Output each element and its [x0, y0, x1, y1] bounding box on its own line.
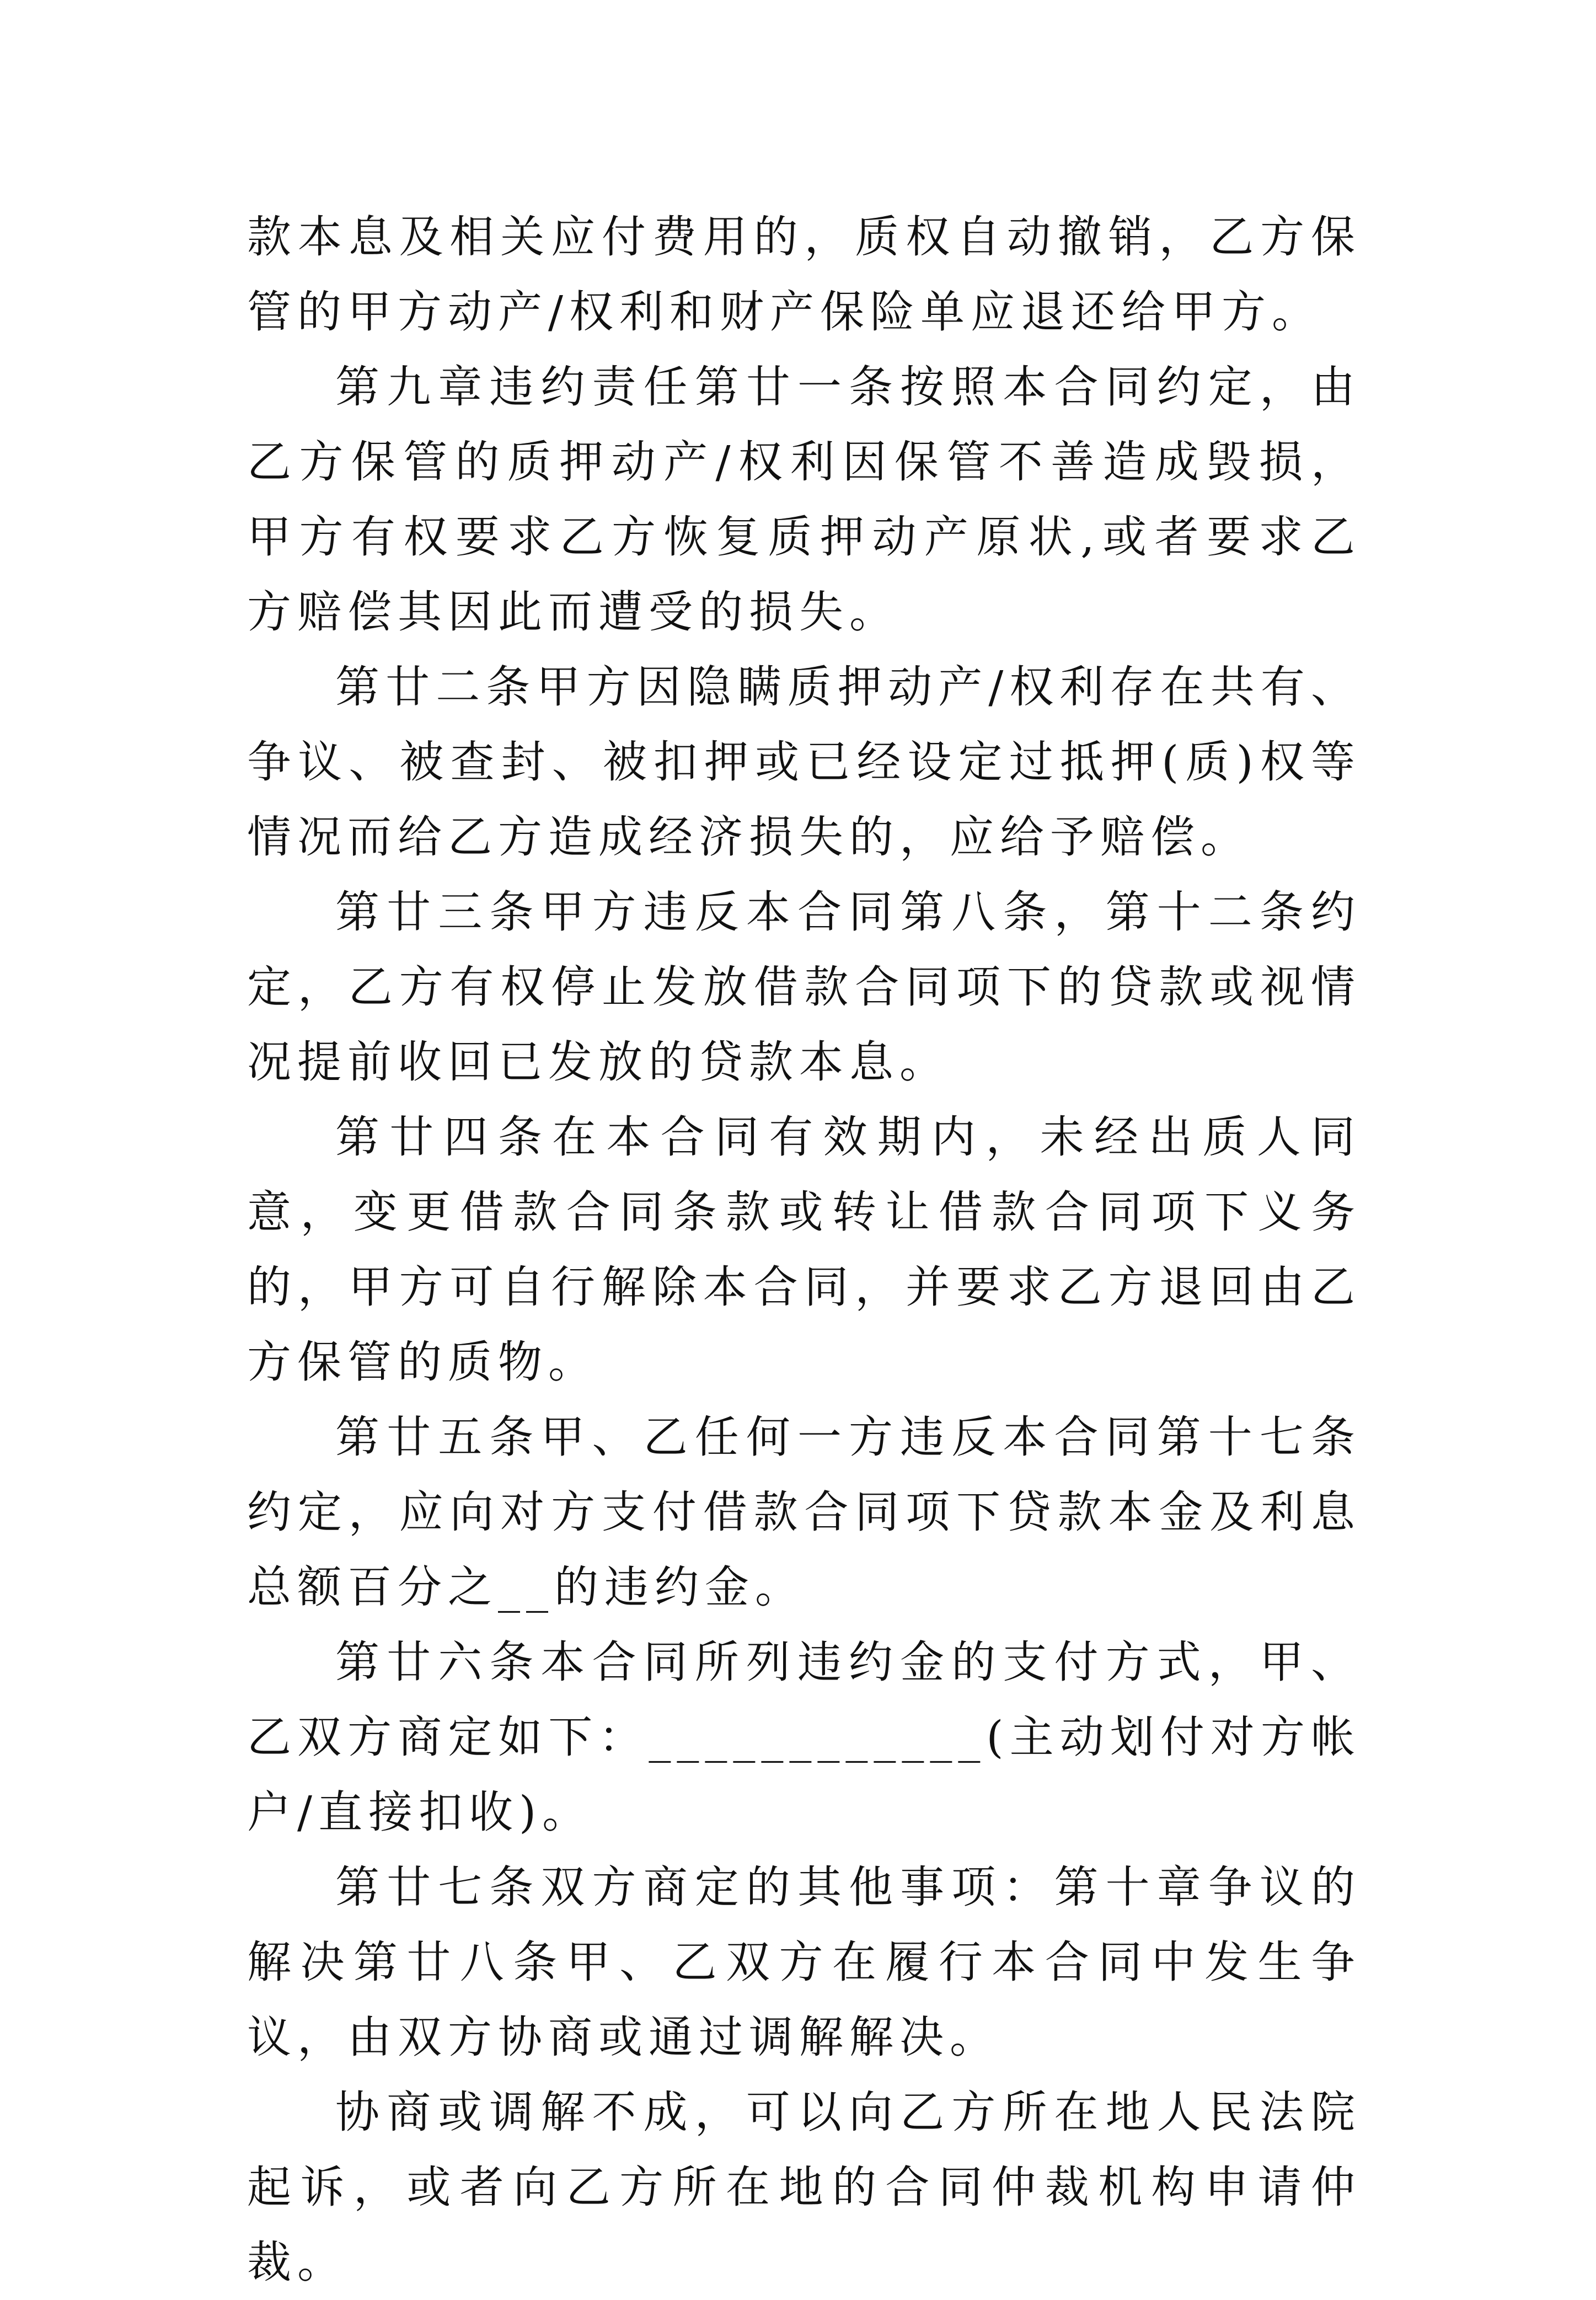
contract-body: [247, 200, 1361, 2300]
paragraph-article-23: 第廿三条甲方违反本合同第八条，第十二条约定，乙方有权停止发放借款合同项下的贷款或视情况提前收回已发放的贷款本息。: [247, 886, 1361, 1088]
paragraph-article-26: 第廿六条本合同所列违约金的支付方式，甲、乙双方商定如下：____________(主动划付对方帐户/直接扣收)。: [247, 1636, 1361, 1838]
paragraph-article-24: 第廿四条在本合同有效期内，未经出质人同意，变更借款合同条款或转让借款合同项下义务的，甲方可自行解除本合同，并要求乙方退回由乙方保管的质物。: [247, 1111, 1361, 1388]
paragraph-continuation: 款本息及相关应付费用的，质权自动撤销，乙方保管的甲方动产/权利和财产保险单应退还给甲方。: [247, 211, 1361, 338]
paragraph-dispute-resolution: 协商或调解不成，可以向乙方所在地人民法院起诉，或者向乙方所在地的合同仲裁机构申请仲裁。: [247, 2087, 1361, 2288]
paragraph-article-21: 第九章违约责任第廿一条按照本合同约定，由乙方保管的质押动产/权利因保管不善造成毁损，甲方有权要求乙方恢复质押动产原状,或者要求乙方赔偿其因此而遭受的损失。: [247, 361, 1361, 638]
paragraph-article-22: 第廿二条甲方因隐瞒质押动产/权利存在共有、争议、被查封、被扣押或已经设定过抵押(质)权等情况而给乙方造成经济损失的，应给予赔偿。: [247, 661, 1361, 863]
paragraph-article-27: 第廿七条双方商定的其他事项：第十章争议的解决第廿八条甲、乙双方在履行本合同中发生争议，由双方协商或通过调解解决。: [247, 1862, 1361, 2063]
paragraph-article-25: 第廿五条甲、乙任何一方违反本合同第十七条约定，应向对方支付借款合同项下贷款本金及利息总额百分之__的违约金。: [247, 1411, 1361, 1613]
